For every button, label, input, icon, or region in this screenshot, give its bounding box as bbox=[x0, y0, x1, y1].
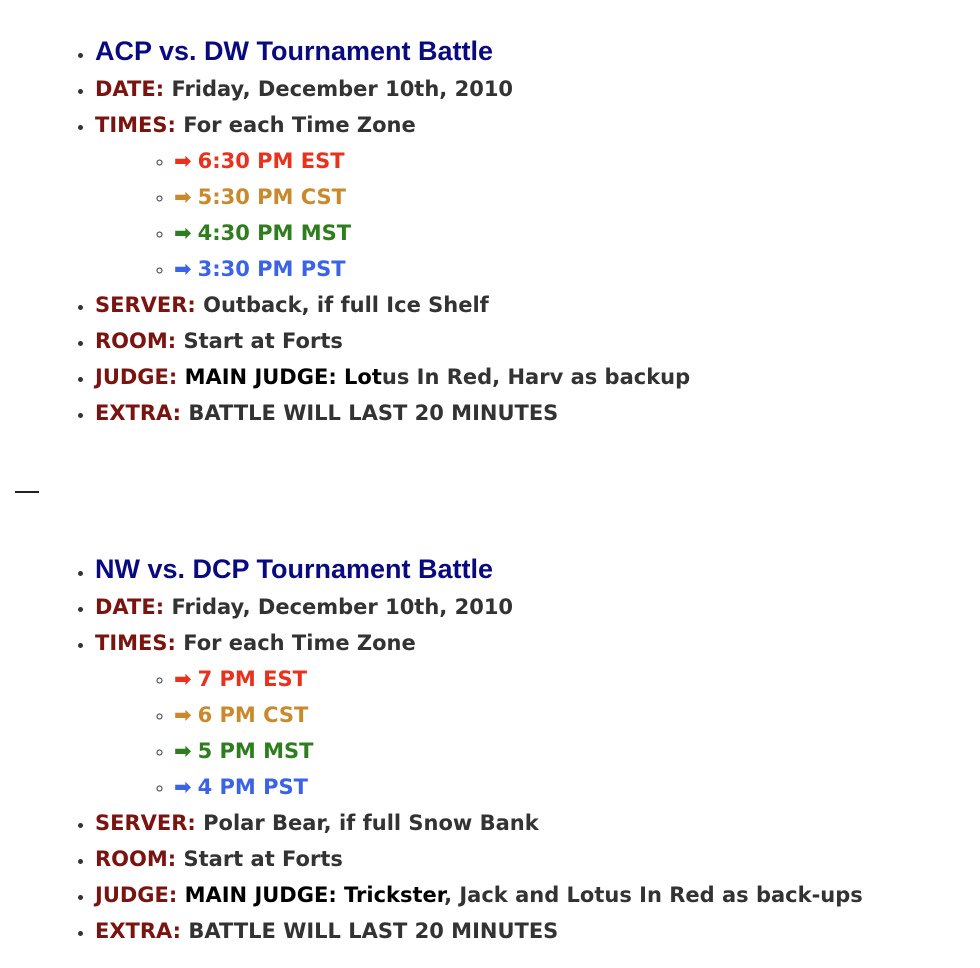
battle-title-item bbox=[95, 551, 980, 589]
time-value: 6 PM CST bbox=[197, 703, 309, 727]
date-value: Friday, December 10th, 2010 bbox=[171, 595, 514, 619]
times-label: TIMES: bbox=[95, 113, 176, 137]
times-item bbox=[95, 107, 980, 287]
date-label: DATE: bbox=[95, 77, 165, 101]
arrow-right-icon: ➡ bbox=[174, 667, 192, 691]
time-value: 3:30 PM PST bbox=[197, 257, 346, 281]
time-zone-est bbox=[174, 143, 980, 179]
room-item bbox=[95, 841, 980, 877]
time-zone-est bbox=[174, 661, 980, 697]
judge-item bbox=[95, 877, 980, 913]
judge-rest: us In Red, Harv as backup bbox=[381, 365, 691, 389]
battle-title: NW vs. DCP Tournament Battle bbox=[95, 554, 494, 584]
arrow-right-icon: ➡ bbox=[174, 257, 192, 281]
battle-details-list bbox=[0, 551, 980, 949]
time-value: 5 PM MST bbox=[197, 739, 314, 763]
date-item bbox=[95, 589, 980, 625]
server-value: Polar Bear, if full Snow Bank bbox=[203, 811, 539, 835]
room-value: Start at Forts bbox=[183, 329, 343, 353]
judge-item bbox=[95, 359, 980, 395]
arrow-right-icon: ➡ bbox=[174, 739, 192, 763]
extra-item bbox=[95, 913, 980, 949]
time-zone-cst bbox=[174, 697, 980, 733]
room-label: ROOM: bbox=[95, 847, 177, 871]
extra-value: BATTLE WILL LAST 20 MINUTES bbox=[188, 919, 559, 943]
time-value: 7 PM EST bbox=[197, 667, 307, 691]
extra-label: EXTRA: bbox=[95, 919, 182, 943]
times-item bbox=[95, 625, 980, 805]
time-zone-list bbox=[95, 661, 980, 805]
judge-label: JUDGE: bbox=[95, 883, 178, 907]
date-value: Friday, December 10th, 2010 bbox=[171, 77, 514, 101]
room-value: Start at Forts bbox=[183, 847, 343, 871]
time-value: 4 PM PST bbox=[197, 775, 308, 799]
extra-item bbox=[95, 395, 980, 431]
times-label: TIMES: bbox=[95, 631, 176, 655]
battle-title: ACP vs. DW Tournament Battle bbox=[95, 36, 494, 66]
time-zone-pst bbox=[174, 769, 980, 805]
server-label: SERVER: bbox=[95, 293, 196, 317]
date-item bbox=[95, 71, 980, 107]
arrow-right-icon: ➡ bbox=[174, 703, 192, 727]
server-value: Outback, if full Ice Shelf bbox=[203, 293, 489, 317]
separator-dash bbox=[15, 491, 39, 493]
date-label: DATE: bbox=[95, 595, 165, 619]
arrow-right-icon: ➡ bbox=[174, 149, 192, 173]
extra-value: BATTLE WILL LAST 20 MINUTES bbox=[188, 401, 559, 425]
arrow-right-icon: ➡ bbox=[174, 775, 192, 799]
time-value: 6:30 PM EST bbox=[197, 149, 345, 173]
time-zone-mst bbox=[174, 733, 980, 769]
server-item bbox=[95, 287, 980, 323]
battle-details-list bbox=[0, 33, 980, 431]
time-zone-cst bbox=[174, 179, 980, 215]
battle-block-nw-dcp bbox=[0, 551, 980, 949]
server-label: SERVER: bbox=[95, 811, 196, 835]
time-zone-list bbox=[95, 143, 980, 287]
judge-rest: , Jack and Lotus In Red as back-ups bbox=[444, 883, 863, 907]
times-text: For each Time Zone bbox=[183, 113, 416, 137]
battle-block-acp-dw bbox=[0, 33, 980, 431]
times-text: For each Time Zone bbox=[183, 631, 416, 655]
arrow-right-icon: ➡ bbox=[174, 221, 192, 245]
time-value: 4:30 PM MST bbox=[197, 221, 352, 245]
server-item bbox=[95, 805, 980, 841]
time-zone-mst bbox=[174, 215, 980, 251]
judge-label: JUDGE: bbox=[95, 365, 178, 389]
time-zone-pst bbox=[174, 251, 980, 287]
main-judge: MAIN JUDGE: Lot bbox=[184, 365, 382, 389]
arrow-right-icon: ➡ bbox=[174, 185, 192, 209]
main-judge: MAIN JUDGE: Trickster bbox=[184, 883, 445, 907]
time-value: 5:30 PM CST bbox=[197, 185, 347, 209]
room-item bbox=[95, 323, 980, 359]
room-label: ROOM: bbox=[95, 329, 177, 353]
battle-title-item bbox=[95, 33, 980, 71]
extra-label: EXTRA: bbox=[95, 401, 182, 425]
